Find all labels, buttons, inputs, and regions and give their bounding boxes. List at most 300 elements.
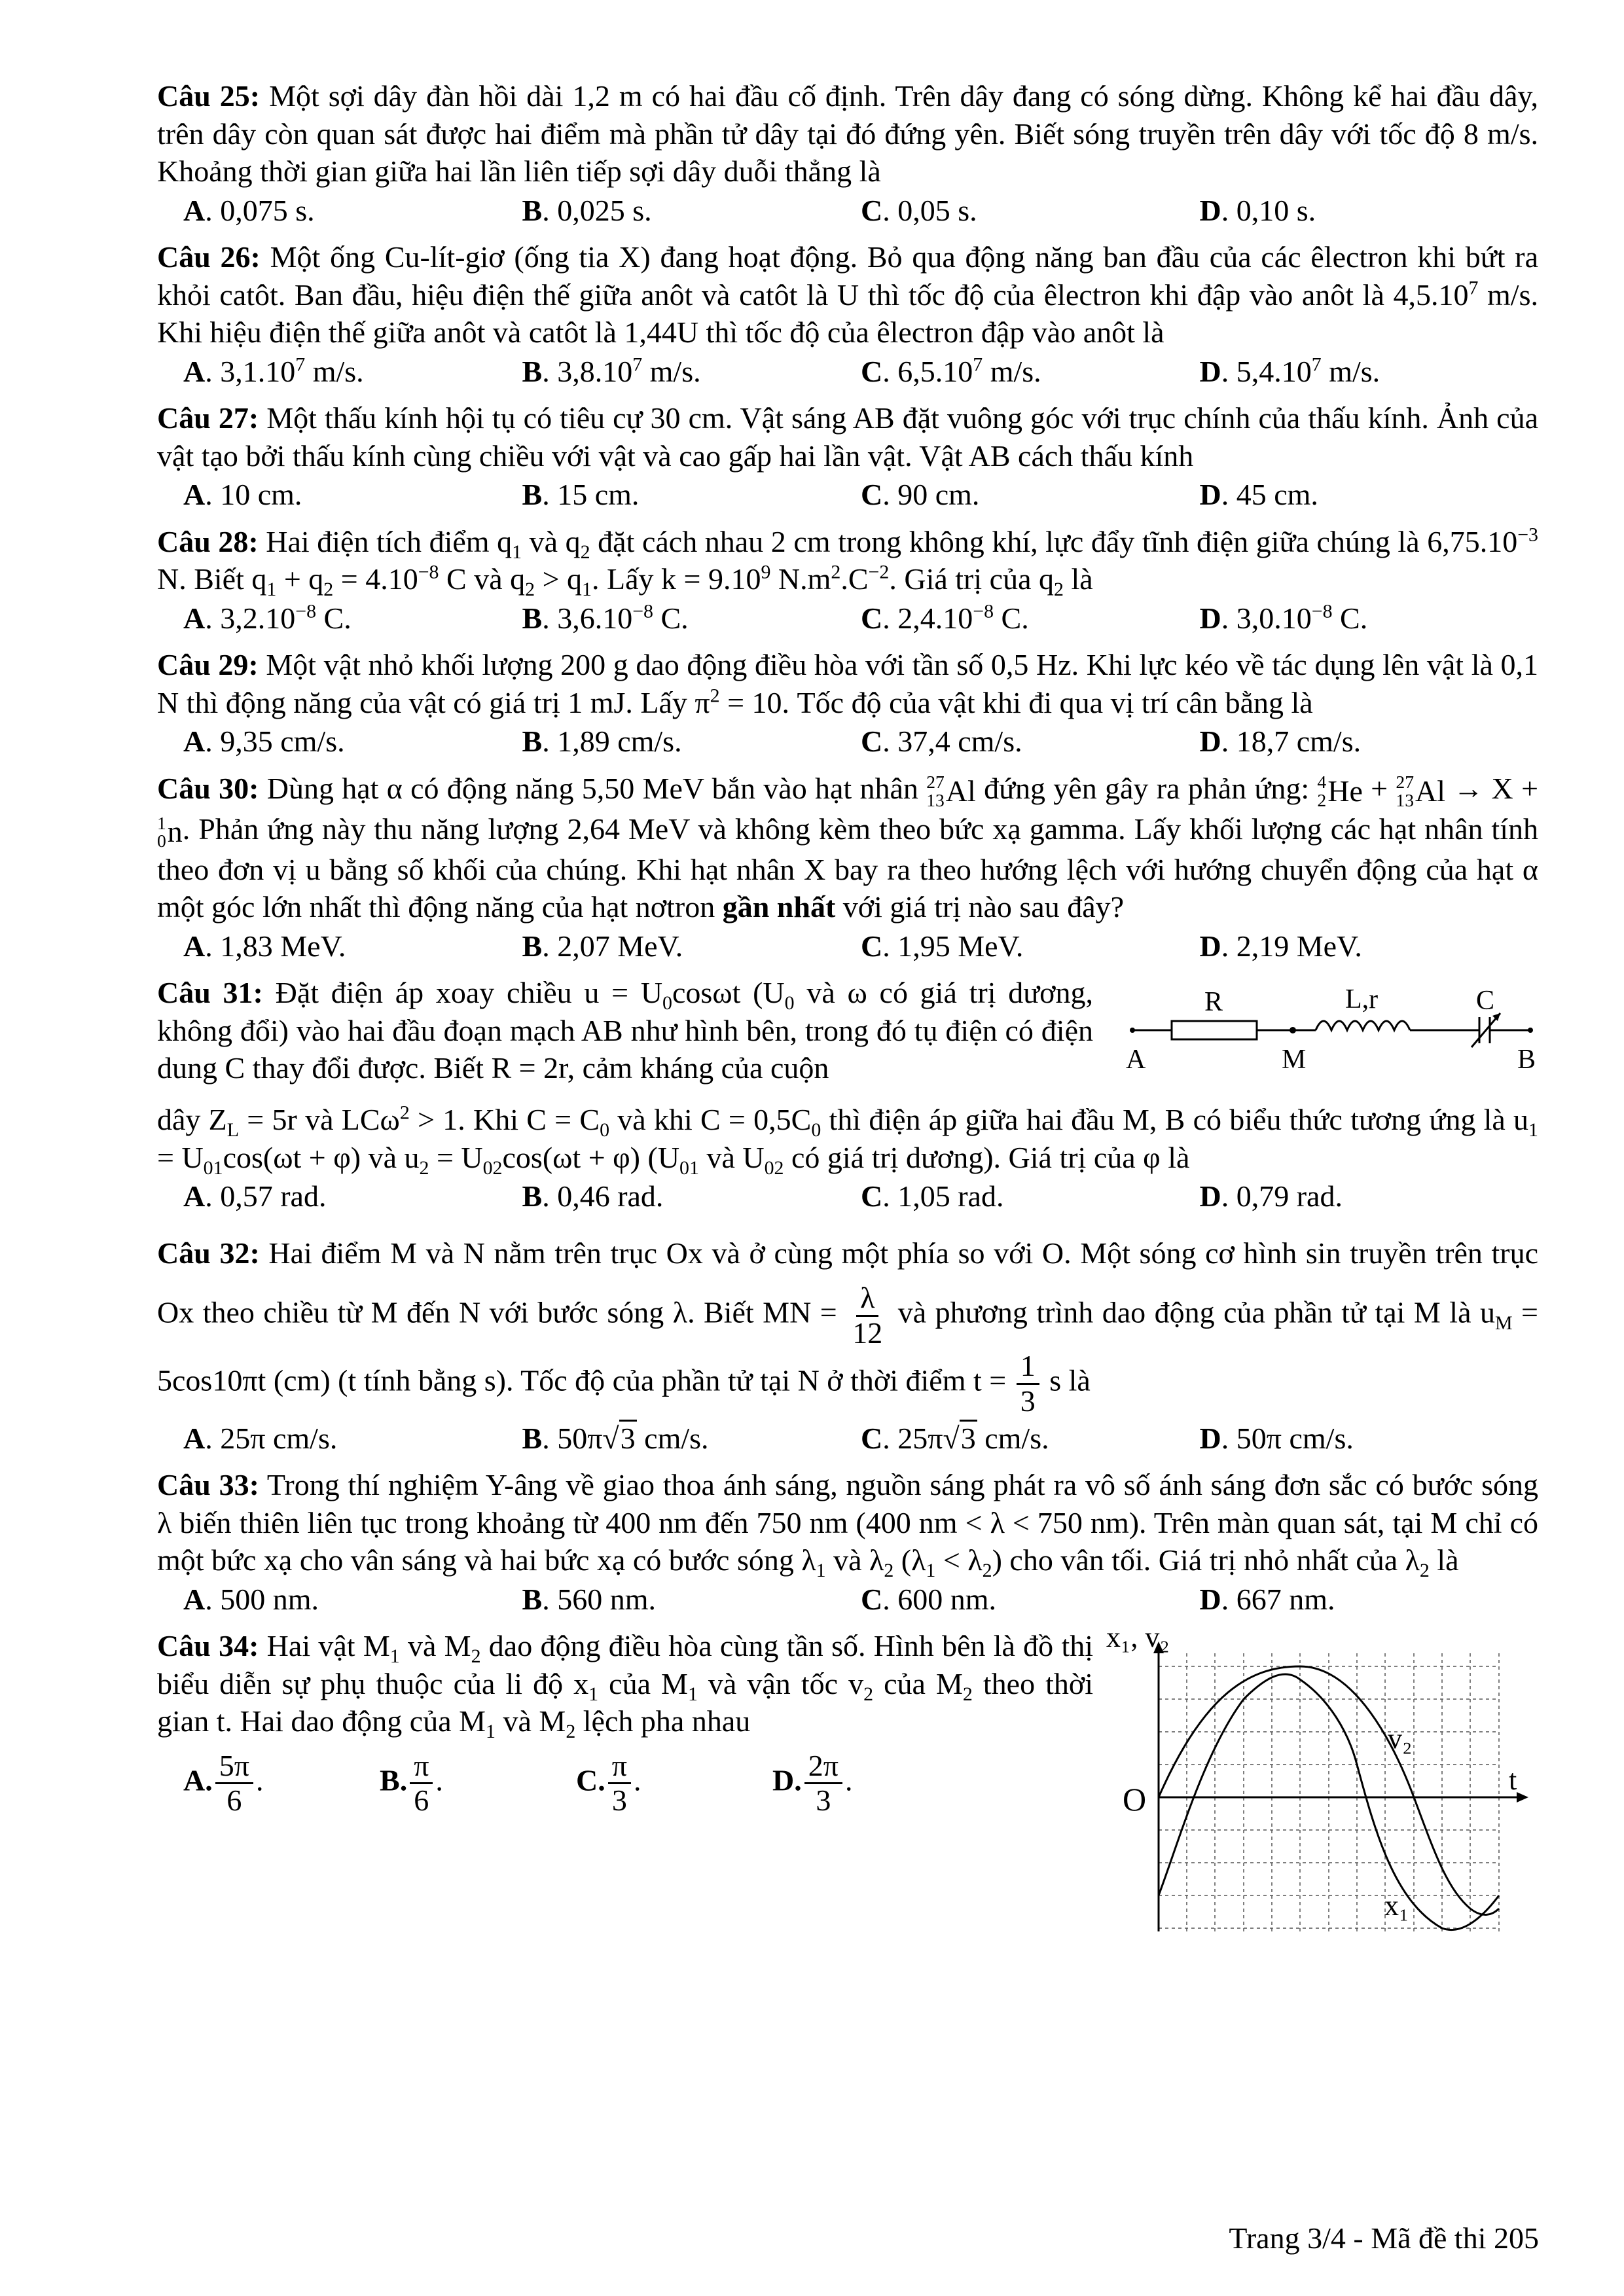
option-d[interactable] [1200,353,1539,391]
superscript: 2 [831,561,841,583]
v2-label: v₂ [1388,1723,1413,1755]
option-letter: B [522,725,543,758]
label-a: A [1126,1045,1146,1075]
option-d[interactable] [1200,476,1539,514]
option-letter: B [380,1763,400,1797]
option-a[interactable] [183,1177,522,1215]
option-d[interactable] [1200,927,1539,965]
option-a[interactable] [183,192,522,230]
options [157,1177,1538,1215]
option-a[interactable] [183,353,522,391]
t-axis-label: t [1509,1764,1517,1797]
option-text: . 45 cm. [1221,478,1318,511]
option-text: . 2,19 MeV. [1221,929,1362,963]
superscript: 9 [761,561,771,583]
numerator: 2π [804,1749,842,1785]
subscript: M [1494,1312,1513,1335]
option-c[interactable] [861,600,1200,637]
text-run: → X + [1445,771,1539,805]
option-letter: A [183,1421,206,1455]
subscript: 1 [816,1560,826,1582]
text-run: với giá trị nào sau đây? [835,890,1125,924]
denominator: 3 [816,1784,831,1818]
text-run: Đặt điện áp xoay chiều u = U [275,976,663,1010]
option-d[interactable] [1200,723,1539,761]
subscript: 2 [1054,579,1064,601]
options [157,353,1538,391]
option-text: . 667 nm. [1221,1582,1335,1616]
grid [1159,1653,1499,1931]
option-text: . 5,4.10 [1221,354,1312,388]
superscript: −2 [868,561,890,583]
options [157,600,1538,637]
question-text [157,238,1538,351]
option-d[interactable] [1200,600,1539,637]
text-run: dao động điều hòa cùng tần số. Hình bên là đồ thị biểu diễn sự phụ thuộc của li độ x [157,1629,1094,1700]
text-run: cos(ωt + φ) và u [223,1140,420,1174]
text-run: và q [522,524,581,558]
text-run: N.m [770,562,831,596]
option-text: . 90 cm. [882,478,980,511]
option-c[interactable] [861,1420,1200,1458]
question-text [157,646,1538,721]
option-text: . 0,075 s. [205,193,315,227]
option-b[interactable] [522,1581,861,1619]
question-label: Câu 30: [157,771,259,805]
option-d[interactable] [1200,1420,1539,1458]
text-run: là [1063,562,1093,596]
text-run: > 1. Khi C = C [409,1103,600,1137]
question-text [157,974,1093,1101]
nuclide-al-2 [1396,772,1445,810]
option-dot: . [399,1763,408,1797]
numerator: π [410,1749,433,1785]
option-letter: B [522,929,543,963]
nuclide-al [926,772,976,810]
option-unit: cm/s. [636,1421,709,1455]
denominator: 3 [1020,1384,1036,1418]
numerator: 1 [1017,1350,1039,1385]
subscript: 2 [1419,1560,1430,1582]
option-letter: B [522,601,543,635]
subscript: 1 [486,1721,496,1743]
option-c[interactable] [861,353,1200,391]
option-text: . 1,05 rad. [882,1179,1004,1213]
text-run: Hai vật M [259,1629,390,1663]
sqrt-sign: √ [602,1421,619,1455]
superscript: 7 [632,353,643,376]
text-run: = 5r và LCω [239,1103,400,1137]
option-c[interactable] [861,192,1200,230]
subscript: 0 [662,992,672,1014]
option-text: . 600 nm. [882,1582,997,1616]
option-letter: D [1199,725,1221,758]
text-run: của M [873,1666,963,1700]
numerator: 5π [215,1749,253,1785]
question-30 [157,770,1538,965]
option-unit: cm/s. [265,1421,338,1455]
text-run: và λ [825,1543,884,1577]
text-run: .C [840,562,869,596]
option-text: . 0,10 s. [1221,193,1316,227]
option-letter: A [183,354,206,388]
text-run: N. Biết q [157,562,267,596]
option-letter: A [183,725,206,758]
text-run: = 5cos10πt (cm) (t tính bằng s). Tốc độ của phần tử tại N ở thời điểm t = [157,1295,1538,1398]
option-unit: m/s. [983,354,1041,388]
option-text: . 0,05 s. [882,193,977,227]
atomic-number: 13 [1396,789,1414,810]
option-text: . 1,95 MeV. [882,929,1024,963]
option-letter: D [1199,478,1221,511]
y-axis-label: x₁, v₂ [1106,1627,1170,1654]
option-letter: B [522,478,543,511]
option-text: . 2,07 MeV. [542,929,683,963]
option-b[interactable] [522,1420,861,1458]
text-run: và M [399,1629,471,1663]
text-run: = U [429,1140,483,1174]
option-a[interactable]: A. $\frac{5\pi}{6}$ . [183,1748,264,1818]
options [157,1420,1538,1458]
option-unit: m/s. [305,354,364,388]
option-letter: D [1199,1179,1221,1213]
option-d[interactable]: D. $\frac{2\pi}{3}$ . [772,1748,853,1818]
question-text [157,1466,1538,1582]
option-text: . 3,8.10 [542,354,633,388]
option-c[interactable] [861,927,1200,965]
option-text: . 0,46 rad. [542,1179,664,1213]
fraction-lambda-12 [848,1282,886,1350]
subscript: 0 [784,992,795,1014]
question-label: Câu 29: [157,648,259,681]
text-run: = U [157,1140,204,1174]
option-letter: C [861,929,883,963]
question-label: Câu 33: [157,1468,259,1502]
option-text: . 18,7 cm/s. [1221,725,1362,758]
option-b[interactable] [522,600,861,637]
subscript: 2 [580,541,590,563]
question-text [157,1627,1094,1743]
option-text: . 6,5.10 [882,354,973,388]
emphasis: gần nhất [722,890,836,924]
option-letter: D [1199,1582,1221,1616]
text-run: + q [276,562,324,596]
question-body: Một sợi dây đàn hồi dài 1,2 m có hai đầu cố định. Trên dây đang có sóng dừng. Không kể hai đầu dây, trên dây còn quan sát được hai điểm mà phần tử dây tại đó đứng yên. Biết sóng truyền trên dây với tốc độ 8 m/s. Khoảng thời gian giữa hai lần liên tiếp sợi dây duỗi thẳng là [157,79,1538,188]
option-text: . 15 cm. [542,478,640,511]
mass-number: 4 [1317,772,1327,793]
option-c[interactable]: C. $\frac{\pi}{3}$ . [576,1748,641,1818]
text-run: cosωt (U [672,976,785,1010]
question-25 [157,77,1538,229]
option-text: . 500 nm. [205,1582,319,1616]
option-letter: C [861,193,883,227]
denominator: 6 [226,1784,242,1818]
subscript: 1 [512,541,522,563]
denominator: 6 [414,1784,429,1818]
superscript: −8 [1311,600,1333,622]
question-34 [157,1627,1538,1941]
option-text: . 3,2.10 [205,601,296,635]
option-text: . 37,4 cm/s. [882,725,1022,758]
text-run: của M [598,1666,688,1700]
option-a[interactable] [183,1581,522,1619]
option-text: . 3,1.10 [205,354,296,388]
superscript: −8 [973,600,994,622]
question-label: Câu 34: [157,1629,259,1663]
label-r: R [1204,987,1223,1018]
label-m: M [1282,1045,1307,1075]
nuclide-n [157,813,183,851]
nuclide-he [1317,772,1362,810]
superscript: −8 [418,561,439,583]
text-run: cos(ωt + φ) (U [502,1140,680,1174]
text-run: > q [535,562,583,596]
options [157,1749,1093,1818]
option-unit: C. [653,601,689,635]
node-m [1290,1027,1296,1033]
radicand: 3 [960,1420,977,1455]
text-run: và phương trình dao động của phần tử tại M là u [889,1295,1495,1329]
option-unit: m/s. [642,354,701,388]
mass-number: 27 [1396,772,1414,793]
option-c[interactable] [861,1581,1200,1619]
option-unit: cm/s. [977,1421,1049,1455]
option-letter: A [183,929,206,963]
option-letter: C [861,1582,883,1616]
text-run: dây Z [157,1103,227,1137]
question-text [157,1225,1538,1418]
text-run: là [1429,1543,1459,1577]
question-text [157,399,1538,475]
option-letter: A [183,478,206,511]
option-dot: . [205,1763,213,1797]
options [157,192,1538,230]
superscript: 2 [710,685,720,707]
exam-page [157,77,1538,1950]
atomic-number: 13 [926,789,945,810]
subscript: 02 [764,1157,784,1179]
option-a[interactable] [183,1420,522,1458]
question-text [157,523,1539,601]
options [157,1581,1538,1619]
option-a[interactable] [183,927,522,965]
question-label: Câu 25: [157,79,261,113]
option-b[interactable] [522,353,861,391]
subscript: 1 [1528,1119,1538,1141]
options [157,723,1538,761]
text-run: và M [496,1704,566,1738]
option-unit: C. [316,601,352,635]
question-text [157,770,1538,926]
option-letter: A [183,1763,206,1797]
text-run: đặt cách nhau 2 cm trong không khí, lực đẩy tĩnh điện giữa chúng là 6,75.10 [590,524,1518,558]
subscript: 0 [811,1119,821,1141]
superscript: 7 [1311,353,1322,376]
option-text: . 3,6.10 [542,601,633,635]
option-text: . 3,0.10 [1221,601,1312,635]
radicand: 3 [619,1420,637,1455]
question-text-continued [157,1101,1538,1179]
option-text: . 50π [542,1421,603,1455]
text-run: và ω có giá trị dương, không đổi) vào hai đầu đoạn mạch AB như hình bên, trong đó tụ điện có điện dung C thay đổi được. Biết R = 2r, cảm kháng của cuộn [157,976,1094,1085]
element-symbol: Al [945,774,976,808]
mass-number: 27 [926,772,945,793]
option-letter: D [1199,1421,1221,1455]
fraction-1-3 [1017,1350,1039,1418]
option-letter: B [522,193,543,227]
subscript: 2 [884,1560,894,1582]
option-letter: D [1199,929,1221,963]
question-31 [157,974,1538,1215]
question-body: Một thấu kính hội tụ có tiêu cự 30 cm. Vật sáng AB đặt vuông góc với trục chính của thấu kính. Ảnh của vật tạo bởi thấu kính cùng chiều với vật và cao gấp hai lần vật. Vật AB cách thấu kính [157,401,1538,473]
fraction [608,1749,631,1818]
resistor [1172,1021,1257,1039]
superscript: 7 [295,353,306,376]
subscript: 1 [687,1683,698,1705]
denominator: 3 [611,1784,627,1818]
numerator: π [608,1749,631,1785]
option-b[interactable] [522,723,861,761]
option-b[interactable] [522,927,861,965]
option-b[interactable] [522,476,861,514]
option-letter: D [1199,193,1221,227]
option-text: . 560 nm. [542,1582,656,1616]
element-symbol: He [1327,774,1363,808]
text-run: thì điện áp giữa hai đầu M, B có biểu thức tương ứng là u [821,1103,1529,1137]
text-run: Dùng hạt α có động năng 5,50 MeV bắn vào hạt nhân [266,771,927,805]
option-d[interactable] [1200,192,1539,230]
question-label: Câu 28: [157,524,259,558]
page-footer: Trang 3/4 - Mã đề thi 205 [1229,2221,1539,2255]
label-b: B [1517,1045,1536,1075]
inductor [1316,1021,1410,1030]
option-letter: C [861,354,883,388]
superscript: −8 [295,600,317,622]
denominator: 12 [852,1316,883,1350]
options [157,927,1538,965]
option-letter: C [861,478,883,511]
subscript: 01 [679,1157,699,1179]
text-run: và vận tốc v [697,1666,864,1700]
option-text: . 10 cm. [205,478,302,511]
x1-v2-graph [1106,1627,1538,1941]
option-text: . 0,79 rad. [1221,1179,1343,1213]
question-label: Câu 26: [157,240,261,274]
question-32 [157,1225,1538,1457]
node-b [1528,1028,1533,1033]
label-lr: L,r [1345,984,1379,1015]
text-run: đứng yên gây ra phản ứng: [975,771,1318,805]
text-run: . Lấy k = 9.10 [591,562,761,596]
option-text: . 0,57 rad. [205,1179,327,1213]
text-run: < λ [935,1543,983,1577]
text-run: Hai điện tích điểm q [266,524,513,558]
option-a[interactable] [183,476,522,514]
option-text: . 2,4.10 [882,601,973,635]
subscript: 2 [982,1560,992,1582]
text-run: Hai điểm M và N nằm trên trục Ox và ở cùng một phía so với O. Một sóng cơ hình sin truyền trên trục Ox theo chiều từ M đến N với bước sóng λ. Biết MN = [157,1236,1539,1329]
option-d[interactable] [1200,1581,1539,1619]
option-c[interactable] [861,1177,1200,1215]
option-text: . 50π [1221,1421,1282,1455]
text-run: và khi C = 0,5C [609,1103,812,1137]
option-c[interactable] [861,476,1200,514]
fraction [410,1749,433,1818]
option-text: . 25π [882,1421,943,1455]
superscript: 2 [399,1102,410,1124]
option-letter: C [861,725,883,758]
text-run: có giá trị dương). Giá trị của φ là [784,1140,1190,1174]
option-unit: m/s. [1321,354,1380,388]
subscript: 1 [582,579,592,601]
atomic-number: 0 [157,831,166,852]
fraction [804,1749,842,1818]
option-letter: B [522,1582,543,1616]
option-letter: B [522,1421,543,1455]
subscript: 1 [266,579,277,601]
option-letter: D [772,1763,795,1797]
subscript: L [226,1119,240,1141]
option-b[interactable] [522,1177,861,1215]
superscript: −3 [1517,524,1539,546]
option-letter: B [522,354,543,388]
option-unit: C. [1332,601,1368,635]
text-run: (λ [893,1543,926,1577]
option-letter: A [183,193,206,227]
subscript: 2 [863,1683,874,1705]
option-text: . 9,35 cm/s. [205,725,345,758]
element-symbol: Al [1415,774,1445,808]
option-letter: C [861,1421,883,1455]
option-d[interactable] [1200,1177,1539,1215]
option-b[interactable] [522,192,861,230]
question-28 [157,523,1538,637]
question-31-top [157,974,1538,1101]
question-body: Một ống Cu-lít-giơ (ống tia X) đang hoạt động. Bỏ qua động năng ban đầu của các êlectron khi bứt ra khỏi catôt. Ban đầu, hiệu điện thế giữa anôt và catôt là U thì tốc độ của êlectron khi đập vào anôt là 4,5.10 [157,240,1539,312]
element-symbol: n [167,815,183,849]
subscript: 1 [389,1645,400,1668]
option-dot: . [794,1763,802,1797]
option-letter: A [183,1582,206,1616]
option-c[interactable] [861,723,1200,761]
text-run: . Giá trị của q [889,562,1054,596]
t-axis-arrow [1517,1792,1528,1803]
option-a[interactable] [183,600,522,637]
text-run: = 10. Tốc độ của vật khi đi qua vị trí cân bằng là [719,685,1313,719]
question-body: m/s. Khi hiệu điện thế giữa anôt và catôt là 1,44U thì tốc độ của êlectron đập vào anôt là [157,278,1538,349]
option-letter: C [576,1763,598,1797]
option-a[interactable] [183,723,522,761]
text-run: và U [698,1140,765,1174]
option-letter: B [522,1179,543,1213]
option-letter: C [861,1179,883,1213]
question-26 [157,238,1538,390]
text-run: Một vật nhỏ khối lượng 200 g dao động điều hòa với tần số 0,5 Hz. Khi lực kéo về tác dụng lên vật là 0,1 N thì động năng của vật có giá trị 1 mJ. Lấy π [157,648,1539,719]
subscript: 2 [525,579,535,601]
question-label: Câu 32: [157,1236,260,1270]
sqrt-sign: √ [943,1421,960,1455]
atomic-number: 2 [1317,789,1327,810]
label-c: C [1476,986,1495,1016]
subscript: 2 [471,1645,481,1668]
text-run: ) cho vân tối. Giá trị nhỏ nhất của λ [992,1543,1420,1577]
subscript: 2 [566,1721,576,1743]
options [157,476,1538,514]
question-text [157,77,1538,190]
option-b[interactable]: B. $\frac{\pi}{6}$ . [380,1748,443,1818]
text-run: C và q [439,562,526,596]
text-run: Trong thí nghiệm Y-âng về giao thoa ánh sáng, nguồn sáng phát ra vô số ánh sáng đơn sắc có bước sóng λ biến thiên liên tục trong khoảng từ 400 nm đến 750 nm (400 nm < λ < 750 nm). Trên màn quan sát, tại M chỉ có một bức xạ cho vân sáng và hai bức xạ có bước sóng λ [157,1468,1538,1577]
